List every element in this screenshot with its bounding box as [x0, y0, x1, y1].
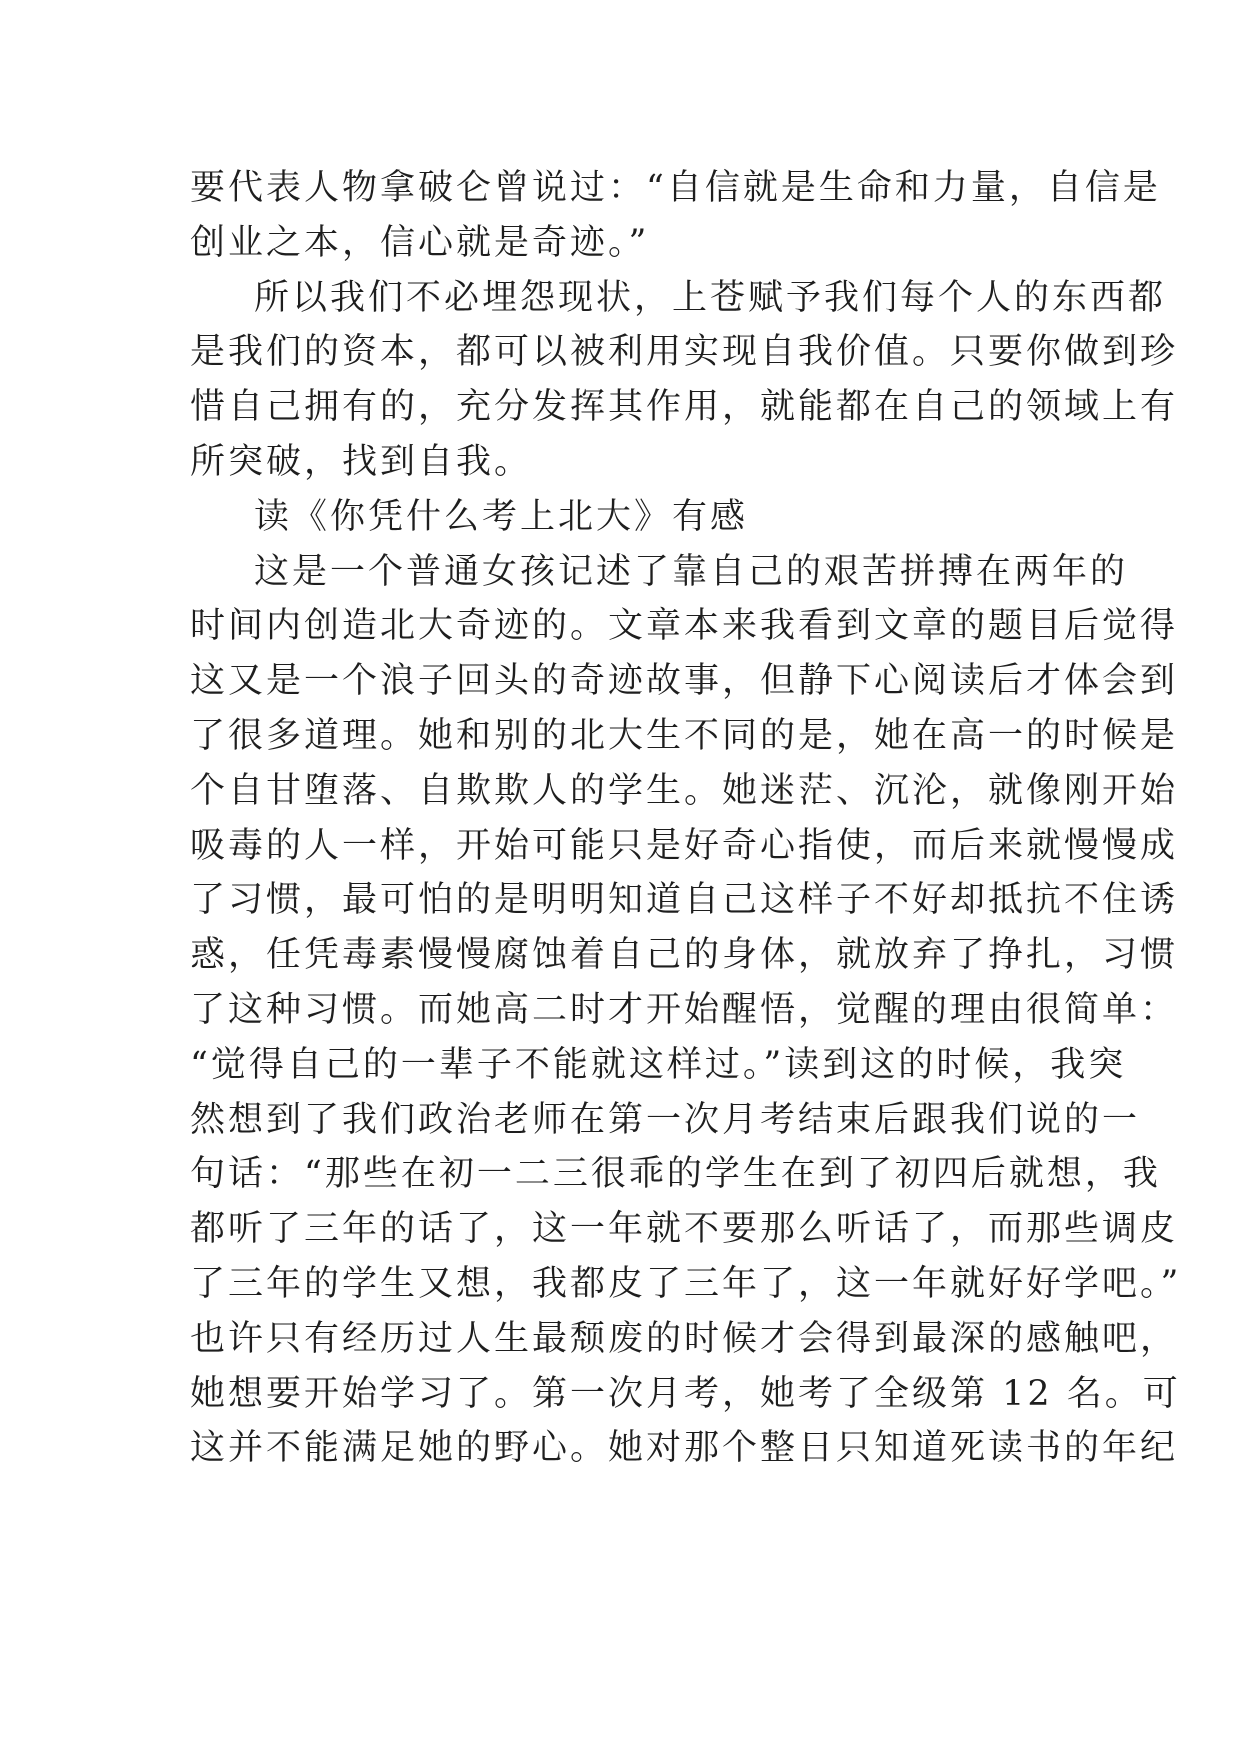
text-line: 时间内创造北大奇迹的。文章本来我看到文章的题目后觉得 [190, 606, 1179, 647]
text-line: 她想要开始学习了。第一次月考，她考了全级第 12 名。可 [190, 1373, 1181, 1414]
text-line: 了这种习惯。而她高二时才开始醒悟，觉醒的理由很简单： [190, 989, 1179, 1030]
text-line: 所以我们不必埋怨现状，上苍赋予我们每个人的东西都 [254, 277, 1167, 318]
text-line: “觉得自己的一辈子不能就这样过。”读到这的时候，我突 [190, 1044, 1127, 1085]
text-line: 要代表人物拿破仑曾说过：“自信就是生命和力量，自信是 [190, 168, 1161, 208]
text-line: 也许只有经历过人生最颓废的时候才会得到最深的感触吧， [190, 1318, 1179, 1359]
text-line: 这并不能满足她的野心。她对那个整日只知道死读书的年纪 [190, 1428, 1179, 1469]
text-line: 句话：“那些在初一二三很乖的学生在到了初四后就想，我 [190, 1154, 1161, 1195]
text-line: 然想到了我们政治老师在第一次月考结束后跟我们说的一 [190, 1099, 1141, 1140]
text-line: 都听了三年的话了，这一年就不要那么听话了，而那些调皮 [190, 1209, 1179, 1250]
text-line: 个自甘堕落、自欺欺人的学生。她迷茫、沉沦，就像刚开始 [190, 770, 1179, 811]
body-text [190, 161, 1182, 1476]
text-line: 是我们的资本，都可以被利用实现自我价值。只要你做到珍 [190, 332, 1179, 373]
text-line: 惑，任凭毒素慢慢腐蚀着自己的身体，就放弃了挣扎，习惯 [190, 935, 1179, 976]
text-line: 创业之本，信心就是奇迹。” [190, 222, 650, 263]
text-line: 了很多道理。她和别的北大生不同的是，她在高一的时候是 [190, 715, 1179, 756]
text-line: 所突破，找到自我。 [190, 441, 533, 482]
text-line: 这是一个普通女孩记述了靠自己的艰苦拼搏在两年的 [254, 551, 1129, 592]
text-line: 了习惯，最可怕的是明明知道自己这样子不好却抵抗不住诱 [190, 880, 1179, 921]
text-line: 惜自己拥有的，充分发挥其作用，就能都在自己的领域上有 [190, 387, 1179, 428]
text-line: 了三年的学生又想，我都皮了三年了，这一年就好好学吧。” [190, 1263, 1182, 1304]
article-heading: 读《你凭什么考上北大》有感 [254, 496, 749, 537]
text-line: 这又是一个浪子回头的奇迹故事，但静下心阅读后才体会到 [190, 661, 1179, 702]
text-line: 吸毒的人一样，开始可能只是好奇心指使，而后来就慢慢成 [190, 825, 1179, 866]
